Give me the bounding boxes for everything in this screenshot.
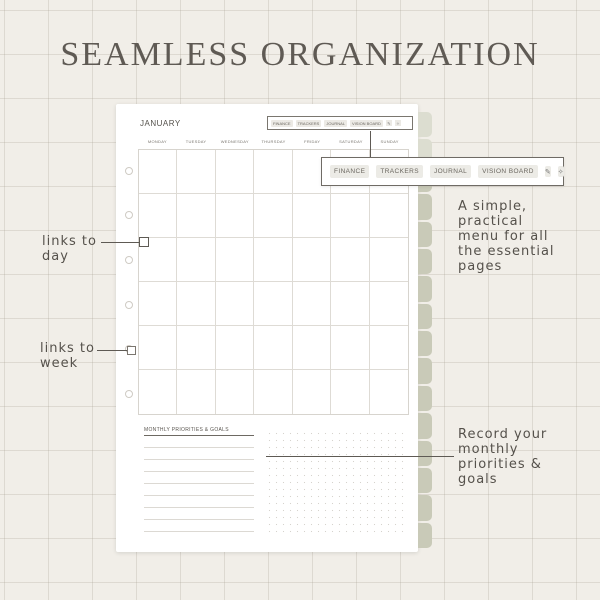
ruled-line	[144, 531, 254, 532]
calendar-day-cell[interactable]	[139, 326, 177, 370]
calendar-day-cell[interactable]	[254, 150, 292, 194]
calendar-day-cell[interactable]	[331, 282, 369, 326]
weekday-label: THURSDAY	[261, 139, 286, 144]
month-tab[interactable]	[418, 112, 432, 137]
calendar-day-cell[interactable]	[293, 326, 331, 370]
month-tab[interactable]	[418, 523, 432, 548]
binder-ring	[125, 301, 133, 309]
calendar-day-cell[interactable]	[254, 238, 292, 282]
calendar-day-cell[interactable]	[370, 238, 408, 282]
page-headline: SEAMLESS ORGANIZATION	[60, 36, 540, 73]
dot-grid-notes	[266, 430, 408, 536]
mini-menu-vision-board[interactable]: VISION BOARD	[352, 120, 381, 126]
calendar-day-cell[interactable]	[370, 282, 408, 326]
month-calendar-grid	[138, 149, 409, 415]
week-connector-line	[97, 350, 127, 351]
mini-settings-icon[interactable]: ✧	[396, 120, 400, 126]
weekday-label: MONDAY	[147, 139, 167, 144]
month-tab[interactable]	[418, 194, 432, 219]
month-tab[interactable]	[418, 331, 432, 356]
calendar-day-cell[interactable]	[293, 282, 331, 326]
calendar-day-cell[interactable]	[216, 238, 254, 282]
month-tab[interactable]	[418, 495, 432, 520]
ruled-line	[144, 507, 254, 508]
calendar-day-cell[interactable]	[331, 238, 369, 282]
calendar-day-cell[interactable]	[139, 150, 177, 194]
month-tab[interactable]	[418, 304, 432, 329]
mini-navigation-menu	[267, 116, 413, 130]
calendar-day-cell[interactable]	[331, 370, 369, 414]
calendar-day-cell[interactable]	[216, 282, 254, 326]
day-connector-line	[101, 242, 139, 243]
calendar-day-cell[interactable]	[177, 282, 215, 326]
calendar-day-cell[interactable]	[254, 194, 292, 238]
week-link-box[interactable]	[127, 346, 136, 355]
calendar-day-cell[interactable]	[216, 194, 254, 238]
annotation-links-to-day: links to day	[42, 234, 97, 264]
ruled-line	[144, 495, 254, 496]
calendar-day-cell[interactable]	[216, 326, 254, 370]
month-title: JANUARY	[140, 119, 181, 128]
ruled-line	[144, 471, 254, 472]
month-tab[interactable]	[418, 413, 432, 438]
weekday-header	[138, 139, 409, 144]
calendar-day-cell[interactable]	[177, 238, 215, 282]
calendar-day-cell[interactable]	[254, 370, 292, 414]
calendar-day-cell[interactable]	[139, 282, 177, 326]
month-tab[interactable]	[418, 276, 432, 301]
month-tab[interactable]	[418, 358, 432, 383]
calendar-day-cell[interactable]	[216, 370, 254, 414]
month-tab[interactable]	[418, 468, 432, 493]
goals-connector-line	[266, 456, 454, 457]
mini-menu-finance[interactable]: FINANCE	[273, 120, 291, 126]
calendar-day-cell[interactable]	[370, 370, 408, 414]
month-tab[interactable]	[418, 386, 432, 411]
annotation-links-to-week: links to week	[40, 341, 95, 371]
calendar-day-cell[interactable]	[370, 194, 408, 238]
priorities-underline	[144, 435, 254, 436]
month-tab[interactable]	[418, 222, 432, 247]
weekday-label: SATURDAY	[339, 139, 363, 144]
calendar-day-cell[interactable]	[139, 194, 177, 238]
calendar-day-cell[interactable]	[331, 326, 369, 370]
weekday-label: FRIDAY	[304, 139, 321, 144]
calendar-day-cell[interactable]	[293, 370, 331, 414]
mini-menu-trackers[interactable]: TRACKERS	[297, 120, 320, 126]
edit-icon[interactable]: ✎	[545, 166, 551, 177]
weekday-label: WEDNESDAY	[220, 139, 249, 144]
month-tab[interactable]	[418, 441, 432, 466]
menu-item-trackers[interactable]: TRACKERS	[376, 165, 423, 178]
calendar-day-cell[interactable]	[254, 326, 292, 370]
binder-ring	[125, 211, 133, 219]
calendar-day-cell[interactable]	[177, 370, 215, 414]
menu-item-journal[interactable]: JOURNAL	[430, 165, 471, 178]
menu-item-finance[interactable]: FINANCE	[330, 165, 369, 178]
navigation-menu	[321, 157, 564, 186]
priorities-label: MONTHLY PRIORITIES & GOALS	[144, 427, 229, 433]
weekday-label: TUESDAY	[185, 139, 207, 144]
annotation-menu-note: A simple, practical menu for all the essential pages	[458, 199, 555, 274]
calendar-day-cell[interactable]	[293, 238, 331, 282]
ruled-line	[144, 459, 254, 460]
calendar-day-cell[interactable]	[293, 194, 331, 238]
ruled-line	[144, 519, 254, 520]
weekday-label: SUNDAY	[380, 139, 399, 144]
calendar-day-cell[interactable]	[177, 194, 215, 238]
binder-ring	[125, 167, 133, 175]
ruled-line	[144, 447, 254, 448]
calendar-day-cell[interactable]	[177, 150, 215, 194]
calendar-day-cell[interactable]	[177, 326, 215, 370]
calendar-day-cell[interactable]	[139, 370, 177, 414]
annotation-goals-note: Record your monthly priorities & goals	[458, 427, 548, 487]
menu-item-vision-board[interactable]: VISION BOARD	[478, 165, 538, 178]
calendar-day-cell[interactable]	[216, 150, 254, 194]
calendar-day-cell[interactable]	[254, 282, 292, 326]
binder-ring	[125, 390, 133, 398]
day-link-box[interactable]	[139, 237, 149, 247]
calendar-day-cell[interactable]	[331, 194, 369, 238]
mini-menu-journal[interactable]: JOURNAL	[326, 120, 346, 126]
mini-edit-icon[interactable]: ✎	[387, 120, 391, 126]
month-tab[interactable]	[418, 249, 432, 274]
calendar-day-cell[interactable]	[370, 326, 408, 370]
menu-connector-line	[370, 131, 371, 157]
ruled-line	[144, 483, 254, 484]
settings-icon[interactable]: ✧	[558, 166, 564, 177]
binder-ring	[125, 256, 133, 264]
